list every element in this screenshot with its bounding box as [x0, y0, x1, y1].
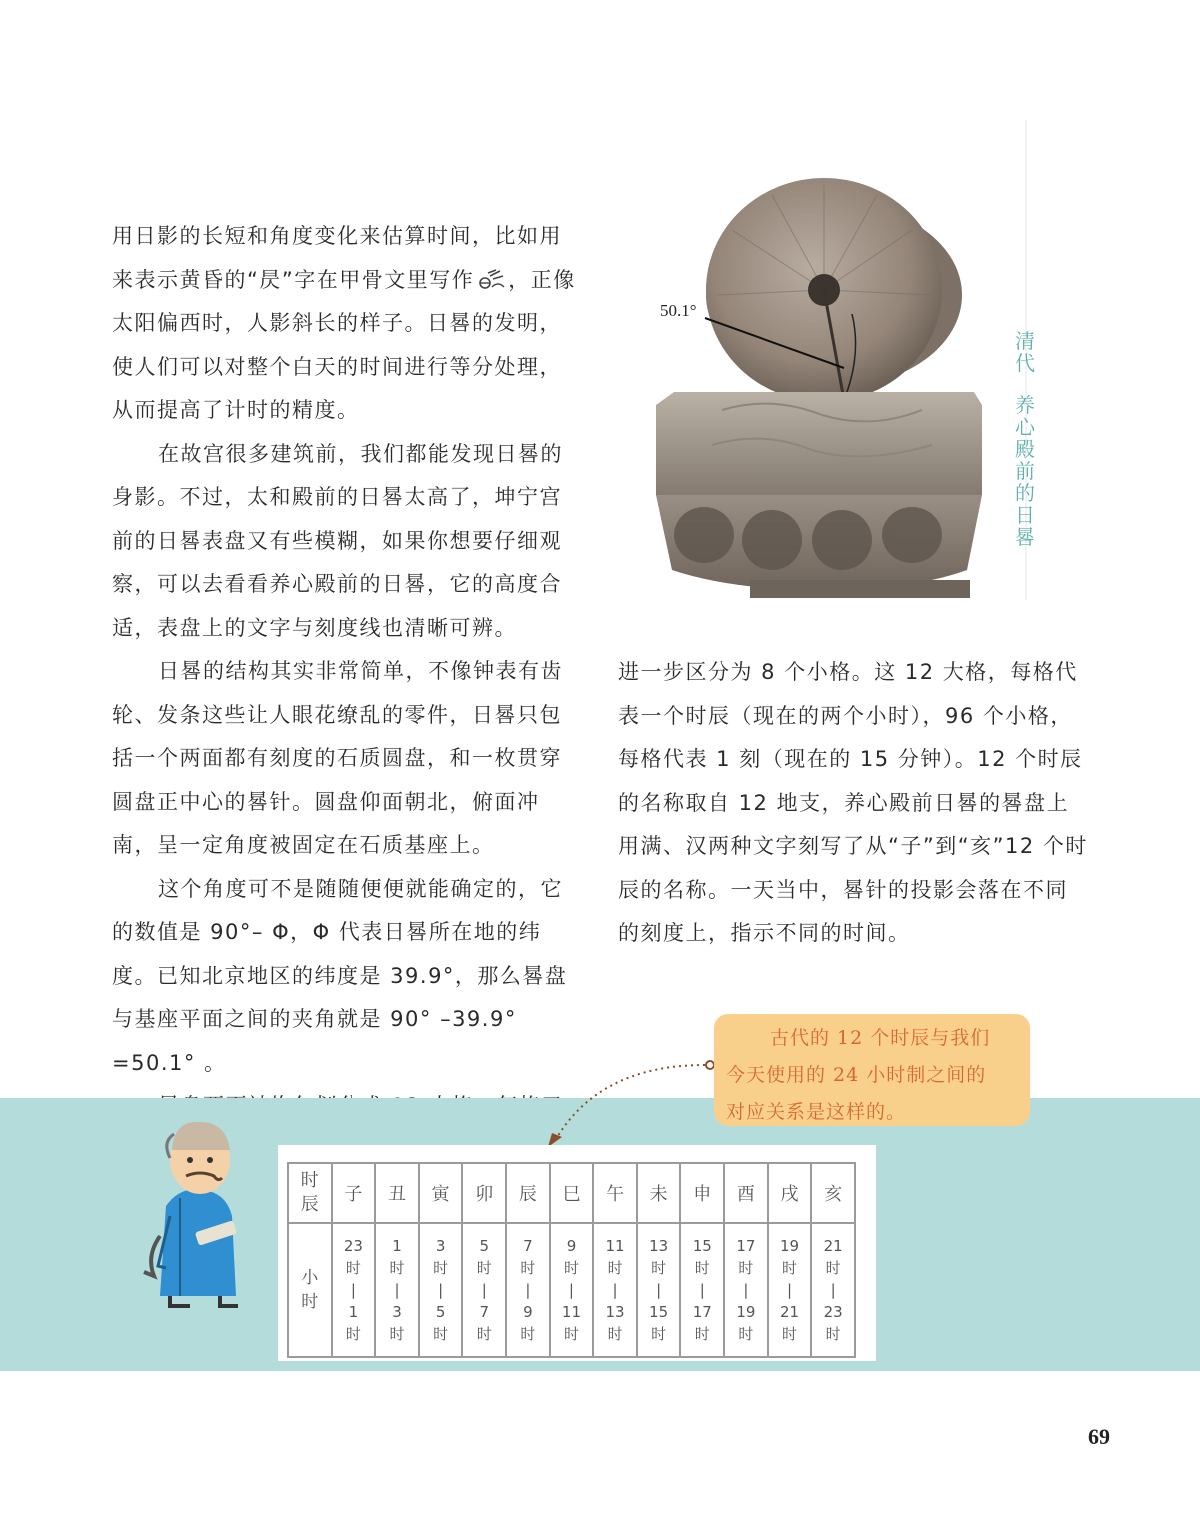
range-from: 3: [435, 1237, 446, 1255]
hour-range-cell: [680, 1223, 724, 1357]
range-unit: 时: [607, 1325, 623, 1343]
row-header-shichen: [288, 1163, 332, 1223]
range-from: 11: [605, 1237, 625, 1255]
range-unit: 时: [607, 1259, 623, 1277]
range-to: 7: [479, 1303, 490, 1321]
angle-label: 50.1°: [660, 301, 697, 320]
caption-char: 心: [1015, 415, 1035, 439]
header-char: 小: [301, 1268, 319, 1288]
paragraph-1-text: 用日影的长短和角度变化来估算时间，比如用来表示黄昏的“昃”字在甲骨文里写作: [112, 224, 562, 292]
stone-base: [656, 392, 982, 495]
branch-cell: 酉: [724, 1163, 768, 1223]
range-to: 3: [392, 1303, 402, 1321]
hour-range-cell: [375, 1223, 419, 1357]
range-from: 9: [566, 1237, 577, 1255]
range-from: 1: [392, 1237, 402, 1255]
branch-cell: 巳: [550, 1163, 594, 1223]
range-dash: |: [438, 1281, 444, 1299]
oracle-bone-glyph-icon: [476, 267, 506, 291]
range-unit: 时: [476, 1259, 492, 1277]
hour-range-cell: [462, 1223, 506, 1357]
branch-cell: 未: [637, 1163, 681, 1223]
range-dash: |: [481, 1281, 487, 1299]
caption-char: 殿: [1015, 437, 1035, 461]
range-from: 5: [479, 1237, 490, 1255]
caption-char: 的: [1015, 481, 1035, 505]
hour-range-cell: [724, 1223, 768, 1357]
header-char: 辰: [300, 1194, 319, 1215]
range-dash: |: [394, 1281, 400, 1299]
range-unit: 时: [694, 1259, 710, 1277]
hour-range-cell: [768, 1223, 812, 1357]
range-from: 15: [692, 1237, 712, 1255]
caption-gap: [1012, 374, 1038, 394]
page-number: 69: [1088, 1424, 1110, 1449]
range-unit: 时: [389, 1325, 405, 1343]
range-unit: 时: [651, 1259, 667, 1277]
range-unit: 时: [825, 1325, 841, 1343]
range-dash: |: [656, 1281, 662, 1299]
range-to: 13: [605, 1303, 625, 1321]
branch-cell: 丑: [375, 1163, 419, 1223]
range-row: [288, 1223, 855, 1357]
branch-cell: 寅: [419, 1163, 463, 1223]
range-dash: |: [830, 1281, 836, 1299]
range-to: 19: [736, 1303, 756, 1321]
paragraph-1: [112, 215, 582, 433]
range-unit: 时: [389, 1259, 405, 1277]
note-bubble: [714, 1014, 1030, 1126]
hour-range-cell: [332, 1223, 376, 1357]
range-unit: 时: [563, 1259, 579, 1277]
header-char: 时: [300, 1170, 319, 1191]
range-to: 23: [823, 1303, 843, 1321]
hour-range-cell: [506, 1223, 550, 1357]
range-unit: 时: [694, 1325, 710, 1343]
dotted-arrow-icon: [540, 1055, 730, 1155]
caption-char: 清: [1015, 329, 1035, 353]
range-unit: 时: [825, 1259, 841, 1277]
hours-table-panel: [278, 1145, 876, 1361]
caption-char: 晷: [1015, 525, 1035, 549]
paragraph-4: 这个角度可不是随随便便就能确定的，它的数值是 90°– Φ，Φ 代表日晷所在地的纬度。已知北京地区的纬度是 39.9°，那么晷盘与基座平面之间的夹角就是 90° –39.9° =50.1° 。: [112, 876, 568, 1075]
range-unit: 时: [651, 1325, 667, 1343]
hour-range-cell: [593, 1223, 637, 1357]
branch-cell: 卯: [462, 1163, 506, 1223]
range-dash: |: [699, 1281, 705, 1299]
range-unit: 时: [738, 1325, 754, 1343]
range-from: 19: [779, 1237, 800, 1255]
range-dash: |: [743, 1281, 749, 1299]
range-unit: 时: [345, 1325, 361, 1343]
caption-char: 日: [1015, 503, 1035, 527]
shichen-table: [287, 1162, 856, 1358]
range-to: 21: [779, 1303, 800, 1321]
range-dash: |: [568, 1281, 574, 1299]
caption-char: 代: [1015, 351, 1035, 375]
photo-caption: [1012, 330, 1038, 548]
branch-cell: 亥: [811, 1163, 855, 1223]
range-to: 1: [348, 1303, 359, 1321]
branch-cell: 申: [680, 1163, 724, 1223]
row-header-hours: [288, 1223, 332, 1357]
range-from: 13: [649, 1237, 669, 1255]
hour-range-cell: [550, 1223, 594, 1357]
range-dash: |: [612, 1281, 618, 1299]
right-text-column: [618, 651, 1088, 956]
range-unit: 时: [563, 1325, 579, 1343]
paragraph-6: 进一步区分为 8 个小格。这 12 大格，每格代表一个时辰（现在的两个小时），96 个小格，每格代表 1 刻（现在的 15 分钟）。12 个时辰的名称取自 12 地支，养心殿前日晷的晷盘上用满、汉两种文字刻写了从“子”到“亥”12 个时辰的名称。一天当中，晷针的投影会落在不同的刻度上，指示不同的时间。: [618, 660, 1088, 945]
range-unit: 时: [520, 1325, 536, 1343]
range-unit: 时: [433, 1259, 449, 1277]
range-to: 15: [649, 1303, 669, 1321]
branch-cell: 辰: [506, 1163, 550, 1223]
range-dash: |: [786, 1281, 793, 1299]
bubble-line-3: 对应关系是这样的。: [726, 1101, 907, 1123]
paragraph-1-text-cont: ，正像太阳偏西时，人影斜长的样子。日晷的发明，使人们可以对整个白天的时间进行等分处理，从而提高了计时的精度。: [112, 267, 576, 422]
hour-range-cell: [419, 1223, 463, 1357]
robe: [160, 1189, 236, 1296]
range-to: 11: [561, 1303, 581, 1321]
branch-cell: 子: [332, 1163, 376, 1223]
sundial-photo: [612, 100, 1032, 605]
bubble-line-1: 古代的 12 个时辰与我们: [770, 1027, 991, 1049]
caption-char: 养: [1015, 393, 1035, 417]
left-text-column: [112, 215, 582, 1129]
hour-range-cell: [637, 1223, 681, 1357]
branch-row: [288, 1163, 855, 1223]
range-unit: 时: [738, 1259, 754, 1277]
range-from: 7: [523, 1237, 533, 1255]
hour-range-cell: [811, 1223, 855, 1357]
scholar-character: [140, 1106, 260, 1316]
range-from: 21: [823, 1237, 843, 1255]
caption-char: 前: [1015, 459, 1035, 483]
paragraph-2: 在故宫很多建筑前，我们都能发现日晷的身影。不过，太和殿前的日晷太高了，坤宁宫前的日晷表盘又有些模糊，如果你想要仔细观察，可以去看看养心殿前的日晷，它的高度合适，表盘上的文字与刻度线也清晰可辨。: [112, 441, 563, 640]
range-from: 23: [343, 1237, 363, 1255]
range-unit: 时: [782, 1259, 798, 1277]
range-dash: |: [350, 1281, 356, 1299]
range-unit: 时: [520, 1259, 536, 1277]
bubble-line-2: 今天使用的 24 小时制之间的: [726, 1064, 987, 1086]
branch-cell: 午: [593, 1163, 637, 1223]
range-unit: 时: [433, 1325, 449, 1343]
range-to: 17: [692, 1303, 712, 1321]
range-to: 5: [435, 1303, 446, 1321]
range-unit: 时: [782, 1325, 798, 1343]
range-unit: 时: [476, 1325, 492, 1343]
header-char: 时: [301, 1292, 319, 1312]
range-unit: 时: [345, 1259, 361, 1277]
branch-cell: 戌: [768, 1163, 812, 1223]
range-dash: |: [525, 1281, 531, 1299]
paragraph-3: 日晷的结构其实非常简单，不像钟表有齿轮、发条这些让人眼花缭乱的零件，日晷只包括一个两面都有刻度的石质圆盘，和一枚贯穿圆盘正中心的晷针。圆盘仰面朝北，俯面冲南，呈一定角度被固定在石质基座上。: [112, 659, 563, 857]
range-to: 9: [523, 1303, 533, 1321]
range-from: 17: [736, 1237, 756, 1255]
